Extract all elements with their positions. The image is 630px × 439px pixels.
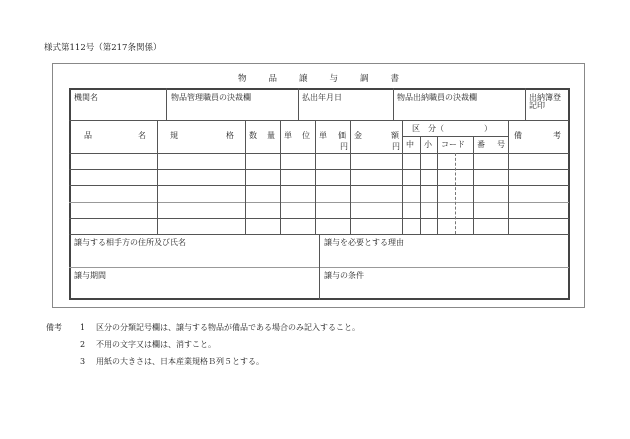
divider: [508, 120, 509, 234]
ledger-registration-label-2: 記印: [529, 101, 545, 110]
amount-header-a: 金: [354, 131, 362, 140]
class-number-header-a: 番: [477, 140, 485, 149]
conditions-label: 譲与の条件: [324, 271, 364, 280]
title-char: 与: [329, 74, 339, 84]
divider: [69, 153, 569, 154]
item-name-header-a: 品: [84, 131, 92, 140]
unit-price-currency: 円: [340, 142, 348, 151]
divider: [157, 120, 158, 234]
agency-name-label: 機関名: [74, 93, 98, 102]
property-manager-decision-label: 物品管理職員の決裁欄: [171, 93, 251, 102]
item-name-header-b: 名: [138, 131, 146, 140]
cashier-decision-label: 物品出納職員の決裁欄: [397, 93, 477, 102]
class-number-header-b: 号: [497, 140, 505, 149]
divider: [69, 202, 569, 203]
divider: [69, 185, 569, 186]
class-mid-header: 中: [406, 140, 414, 149]
note-number: 2: [80, 340, 86, 349]
note-number: 1: [80, 323, 86, 332]
ledger-registration-label-1: 出納簿登: [529, 93, 561, 102]
unit-price-header-b: 価: [338, 131, 346, 140]
form-number: 様式第112号（第217条関係）: [44, 43, 162, 53]
divider: [69, 120, 569, 121]
divider: [402, 120, 403, 234]
divider: [420, 136, 421, 234]
divider: [437, 136, 438, 234]
divider: [245, 120, 246, 234]
amount-header-b: 額: [391, 131, 399, 140]
note-text: 不用の文字又は欄は、消すこと。: [96, 340, 216, 349]
title-char: 物: [237, 74, 247, 84]
note-item: [46, 353, 360, 370]
note-item: [46, 319, 360, 336]
code-dashed-divider: [455, 153, 456, 234]
note-text: 区分の分類記号欄は、譲与する物品が備品である場合のみ記入すること。: [96, 323, 360, 332]
spec-header-b: 格: [226, 131, 234, 140]
disbursement-date-label: 払出年月日: [302, 93, 342, 102]
classification-header: 区 分（ ）: [412, 124, 492, 133]
period-label: 譲与期間: [74, 271, 106, 280]
divider: [525, 88, 526, 120]
quantity-header-a: 数: [249, 131, 257, 140]
note-item: [46, 336, 360, 353]
divider: [393, 88, 394, 120]
title-char: 書: [390, 74, 400, 84]
quantity-header-b: 量: [267, 131, 275, 140]
divider: [350, 120, 351, 234]
remarks-header-a: 備: [514, 131, 522, 140]
unit-price-header-a: 単: [319, 131, 327, 140]
notes-label: 備考: [46, 323, 62, 332]
divider: [315, 120, 316, 234]
recipient-address-name-label: 譲与する相手方の住所及び氏名: [74, 238, 186, 247]
divider: [280, 120, 281, 234]
spec-header-a: 規: [170, 131, 178, 140]
reason-label: 譲与を必要とする理由: [324, 238, 404, 247]
divider: [69, 218, 569, 219]
note-text: 用紙の大きさは、日本産業規格Ｂ列５とする。: [96, 357, 264, 366]
form-title: [52, 72, 585, 84]
divider: [473, 136, 474, 234]
remarks-header-b: 考: [553, 131, 561, 140]
divider: [69, 169, 569, 170]
class-small-header: 小: [424, 140, 432, 149]
unit-header-b: 位: [302, 131, 310, 140]
divider: [166, 88, 167, 120]
notes-section: [46, 319, 360, 370]
amount-currency: 円: [392, 142, 400, 151]
unit-header-a: 単: [284, 131, 292, 140]
title-char: 譲: [298, 74, 308, 84]
title-char: 調: [360, 74, 369, 84]
divider: [298, 88, 299, 120]
note-number: 3: [80, 357, 86, 366]
title-char: 品: [268, 74, 277, 84]
class-code-header: コード: [441, 140, 465, 149]
divider: [402, 136, 508, 137]
divider: [319, 234, 320, 300]
